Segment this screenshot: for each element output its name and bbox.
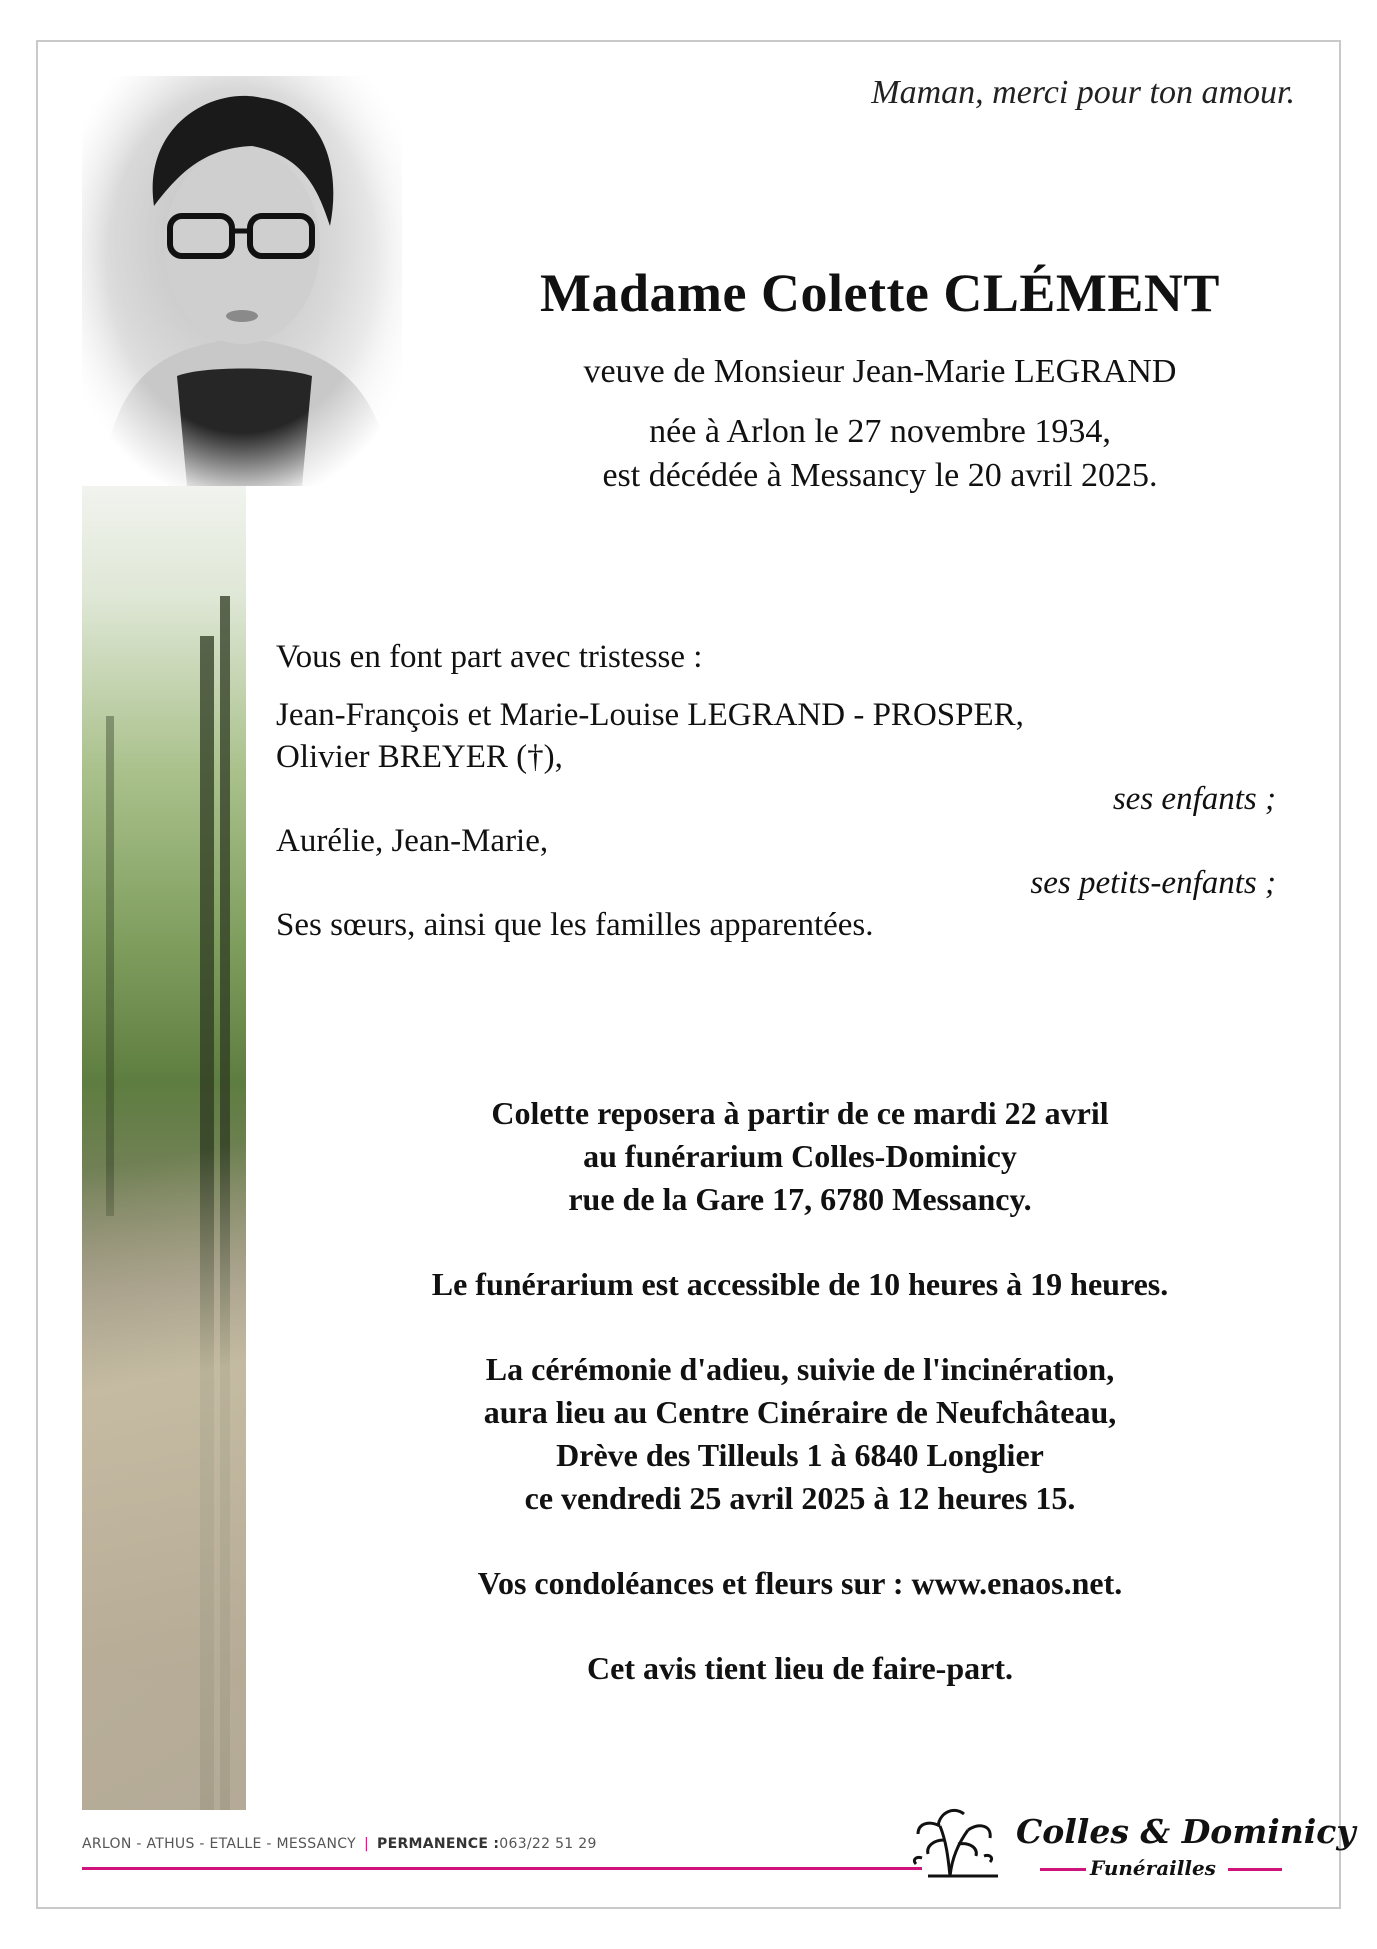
birth-line: née à Arlon le 27 novembre 1934, (649, 413, 1111, 450)
brand-accent-right (1228, 1868, 1282, 1871)
brand-accent-left (1040, 1868, 1086, 1871)
rest-line-1: Colette reposera à partir de ce mardi 22 avril (491, 1095, 1109, 1131)
footer-locations: ARLON - ATHUS - ETALLE - MESSANCY (82, 1836, 356, 1852)
footer-divider (82, 1867, 922, 1870)
ceremony-line-4: ce vendredi 25 avril 2025 à 12 heures 15. (524, 1480, 1076, 1516)
life-dates (470, 410, 1290, 498)
family-intro: Vous en font part avec tristesse : (276, 639, 703, 675)
family-announcement (276, 636, 1276, 946)
portrait-photo (82, 76, 402, 486)
rest-line-2: au funérarium Colles-Dominicy (583, 1138, 1017, 1174)
deceased-name: Madame Colette CLÉMENT (540, 263, 1220, 323)
ceremony-line-3: Drève des Tilleuls 1 à 6840 Longlier (556, 1437, 1044, 1473)
grandchildren-line: Aurélie, Jean-Marie, (276, 823, 549, 859)
grandchildren-label: ses petits-enfants ; (1030, 865, 1276, 901)
rest-line-3: rue de la Gare 17, 6780 Messancy. (568, 1181, 1032, 1217)
ceremony-line-1: La cérémonie d'adieu, suivie de l'incinération, (485, 1351, 1115, 1387)
service-details (300, 1092, 1300, 1732)
permanence-label: PERMANENCE : (377, 1836, 500, 1852)
hours-line: Le funérarium est accessible de 10 heures à 19 heures. (431, 1266, 1169, 1302)
ceremony-line-2: aura lieu au Centre Cinéraire de Neufchâteau, (483, 1394, 1117, 1430)
brand-name: Colles & Dominicy (1016, 1812, 1356, 1851)
ceremony-block (300, 1348, 1300, 1520)
children-label: ses enfants ; (1112, 781, 1276, 817)
brand-subtitle: Funérailles (1090, 1856, 1216, 1880)
death-line: est décédée à Messancy le 20 avril 2025. (602, 457, 1158, 494)
permanence-phone: 063/22 51 29 (499, 1836, 597, 1852)
rest-block (300, 1092, 1300, 1221)
children-line-1: Jean-François et Marie-Louise LEGRAND - PROSPER, (276, 697, 1024, 733)
condolences-line: Vos condoléances et fleurs sur : www.enaos.net. (477, 1565, 1123, 1601)
others-line: Ses sœurs, ainsi que les familles apparentées. (276, 907, 874, 943)
children-line-2: Olivier BREYER (†), (276, 739, 563, 775)
notice-line: Cet avis tient lieu de faire-part. (587, 1650, 1013, 1686)
dedication-quote: Maman, merci pour ton amour. (871, 74, 1295, 111)
footer-info: ARLON - ATHUS - ETALLE - MESSANCY | PERMANENCE :063/22 51 29 (82, 1836, 597, 1852)
widow-line: veuve de Monsieur Jean-Marie LEGRAND (583, 353, 1177, 390)
